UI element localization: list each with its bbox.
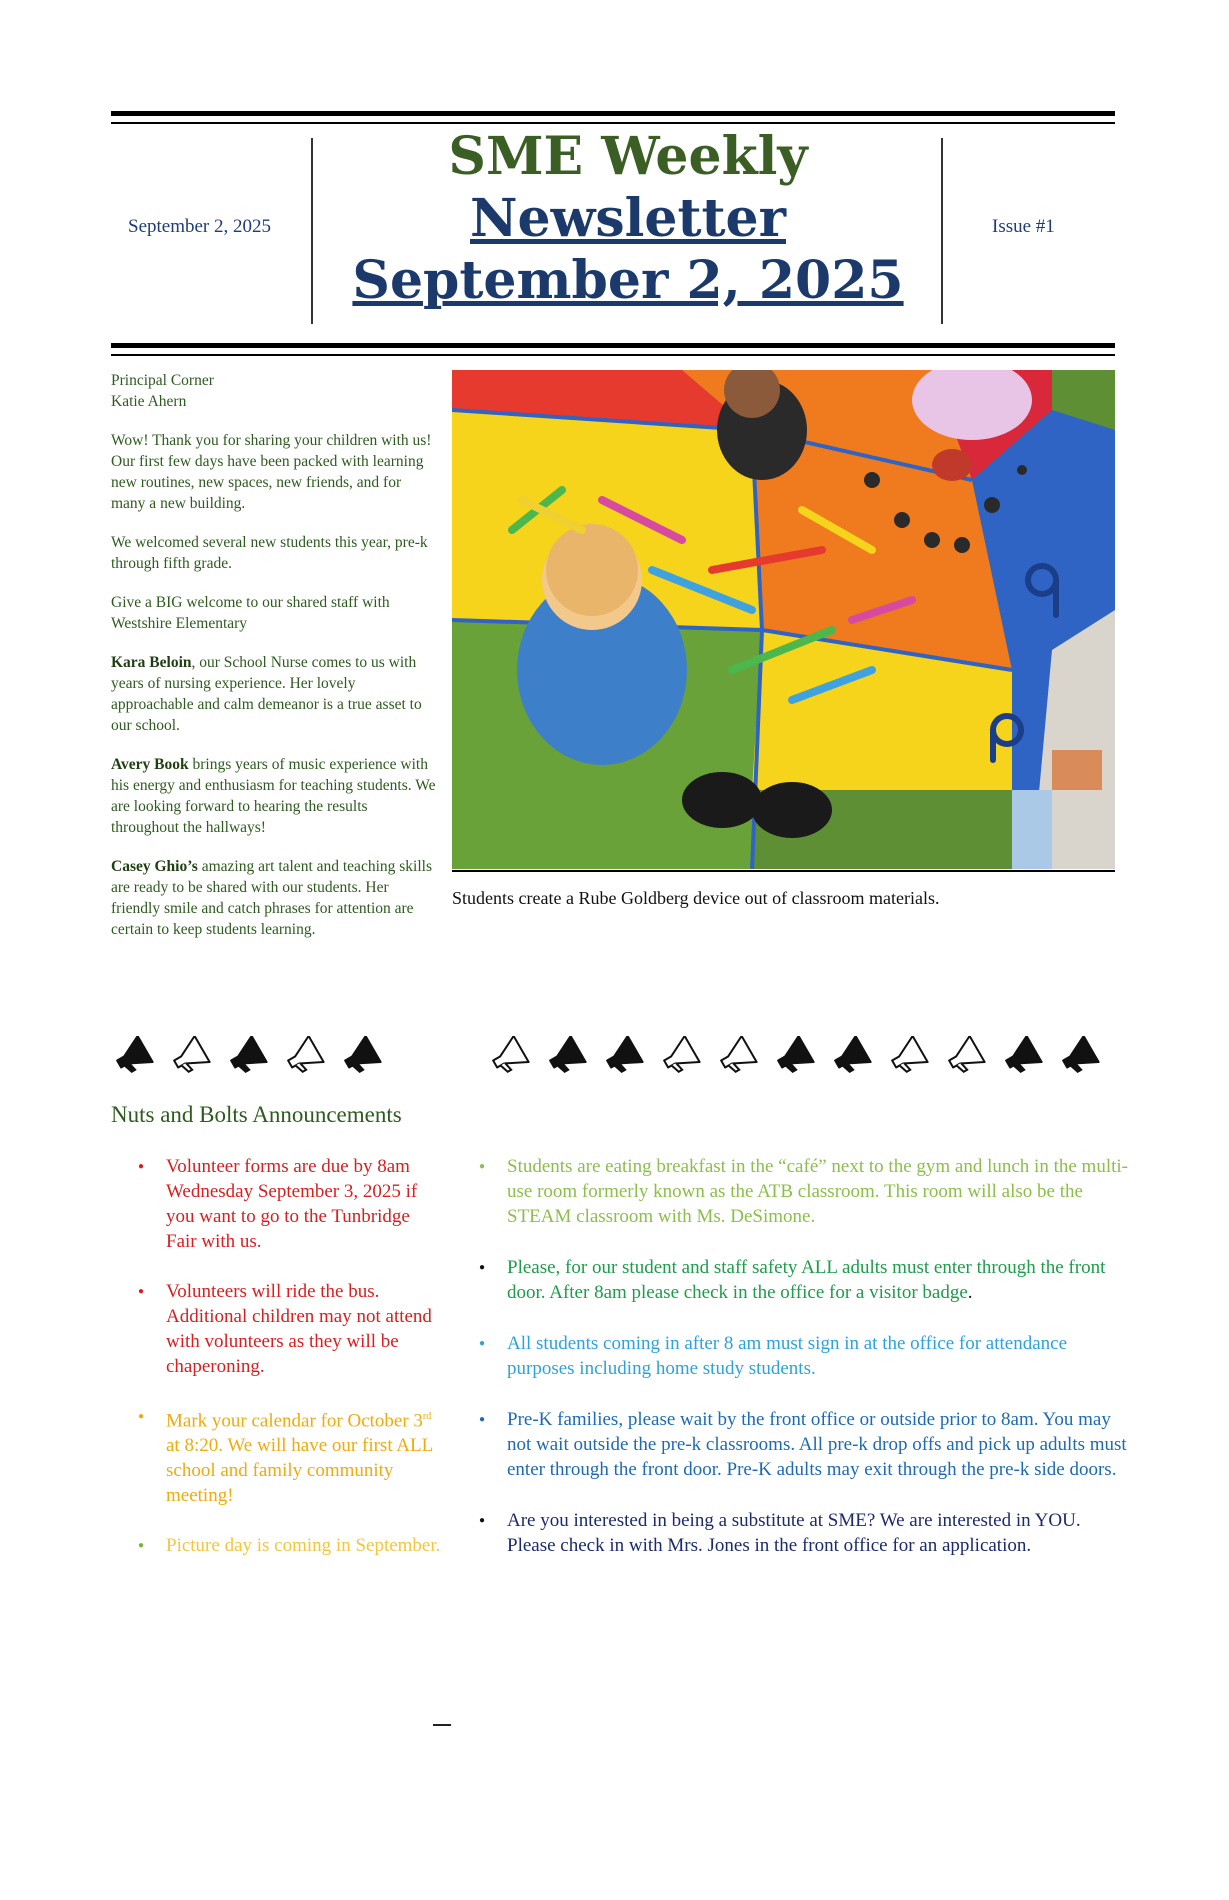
megaphone-outline-icon — [487, 1036, 531, 1076]
nuts-and-bolts-title: Nuts and Bolts Announcements — [111, 1102, 402, 1127]
principal-corner — [111, 370, 437, 958]
issue-number: Issue #1 — [992, 216, 1055, 237]
megaphone-filled-icon — [1057, 1036, 1101, 1076]
announcements-left — [111, 1154, 441, 1583]
megaphone-filled-icon — [772, 1036, 816, 1076]
staff-name: Kara Beloin — [111, 654, 192, 671]
announcement-item: ● Students are eating breakfast in the “café” next to the gym and lunch in the multi-use room formerly known as the ATB classroom. This room will also be the STEAM classroom with Ms. DeSimone. — [452, 1154, 1132, 1229]
megaphone-filled-icon — [225, 1036, 269, 1076]
photo-caption: Students create a Rube Goldberg device out of classroom materials. — [452, 888, 940, 908]
megaphone-filled-icon — [111, 1036, 155, 1076]
announcement-text: Mark your calendar for October 3 — [166, 1410, 423, 1432]
announcement-item: ● Picture day is coming in September. — [111, 1533, 441, 1558]
masthead-title: SME Weekly — [448, 126, 808, 187]
megaphone-filled-icon — [544, 1036, 588, 1076]
megaphone-filled-icon — [1000, 1036, 1044, 1076]
megaphone-outline-icon — [886, 1036, 930, 1076]
principal-shared-staff: Give a BIG welcome to our shared staff with Westshire Elementary — [111, 594, 390, 632]
classroom-photo-illustration — [452, 370, 1115, 869]
footer-dash — [433, 1724, 451, 1726]
megaphone-filled-icon — [601, 1036, 645, 1076]
principal-welcome: We welcomed several new students this year, pre-k through fifth grade. — [111, 534, 428, 572]
megaphone-row-left — [111, 1036, 383, 1076]
announcement-ordinal: rd — [422, 1411, 432, 1422]
megaphone-outline-icon — [715, 1036, 759, 1076]
megaphone-row-right — [487, 1036, 1101, 1076]
announcement-item: ● Volunteer forms are due by 8am Wednesday September 3, 2025 if you want to go to the Tunbridge Fair with us. — [111, 1154, 441, 1254]
megaphone-outline-icon — [282, 1036, 326, 1076]
masthead — [316, 126, 940, 312]
megaphone-outline-icon — [943, 1036, 987, 1076]
staff-name: Avery Book — [111, 756, 189, 773]
masthead-date: September 2, 2025 — [352, 250, 904, 311]
announcement-item — [111, 1404, 441, 1508]
megaphone-outline-icon — [168, 1036, 212, 1076]
announcement-item: ● All students coming in after 8 am must sign in at the office for attendance purposes including home study students. — [452, 1331, 1132, 1381]
megaphone-filled-icon — [829, 1036, 873, 1076]
announcement-item: ● Volunteers will ride the bus. Additional children may not attend with volunteers as they will be chaperoning. — [111, 1279, 441, 1379]
megaphone-outline-icon — [658, 1036, 702, 1076]
classroom-photo — [452, 370, 1115, 869]
announcement-text: Please, for our student and staff safety ALL adults must enter through the front door. After 8am please check in the office for a visitor badge — [507, 1257, 1106, 1303]
principal-intro: Wow! Thank you for sharing your children with us! Our first few days have been packed with learning new routines, new spaces, new friends, and for many a new building. — [111, 432, 432, 512]
principal-corner-heading: Principal Corner — [111, 372, 214, 389]
principal-name: Katie Ahern — [111, 393, 187, 410]
announcement-text: at 8:20. We will have our first ALL school and family community meeting! — [166, 1435, 433, 1507]
announcement-item — [452, 1255, 1132, 1305]
masthead-subtitle: Newsletter — [469, 188, 786, 249]
header-top-rule — [111, 111, 1115, 124]
header-bottom-rule — [111, 343, 1115, 356]
staff-name: Casey Ghio’s — [111, 858, 198, 875]
staff-nurse — [111, 652, 437, 736]
announcement-period: . — [967, 1282, 973, 1303]
staff-description: brings years of music experience with his energy and enthusiasm for teaching students. We are looking forward to hearing the results throughout the hallways! — [111, 756, 436, 836]
announcement-item: ● Are you interested in being a substitute at SME? We are interested in YOU. Please check in with Mrs. Jones in the front office for an application. — [452, 1508, 1132, 1558]
staff-description: , our School Nurse comes to us with years of nursing experience. Her lovely approachable and calm demeanor is a true asset to our school. — [111, 654, 422, 734]
staff-music — [111, 754, 437, 838]
announcement-item: ● Pre-K families, please wait by the front office or outside prior to 8am. You may not wait outside the pre-k classrooms. All pre-k drop offs and pick up adults must enter through the front door. Pre-K adults may exit through the pre-k side doors. — [452, 1407, 1132, 1482]
header-divider-right — [941, 138, 943, 324]
header-divider-left — [311, 138, 313, 324]
staff-description: amazing art talent and teaching skills are ready to be shared with our students. Her friendly smile and catch phrases for attention are certain to keep students learning. — [111, 858, 432, 938]
staff-art — [111, 856, 437, 940]
megaphone-filled-icon — [339, 1036, 383, 1076]
announcements-right — [452, 1154, 1132, 1584]
photo-rule — [452, 870, 1115, 872]
header-date: September 2, 2025 — [128, 216, 272, 237]
